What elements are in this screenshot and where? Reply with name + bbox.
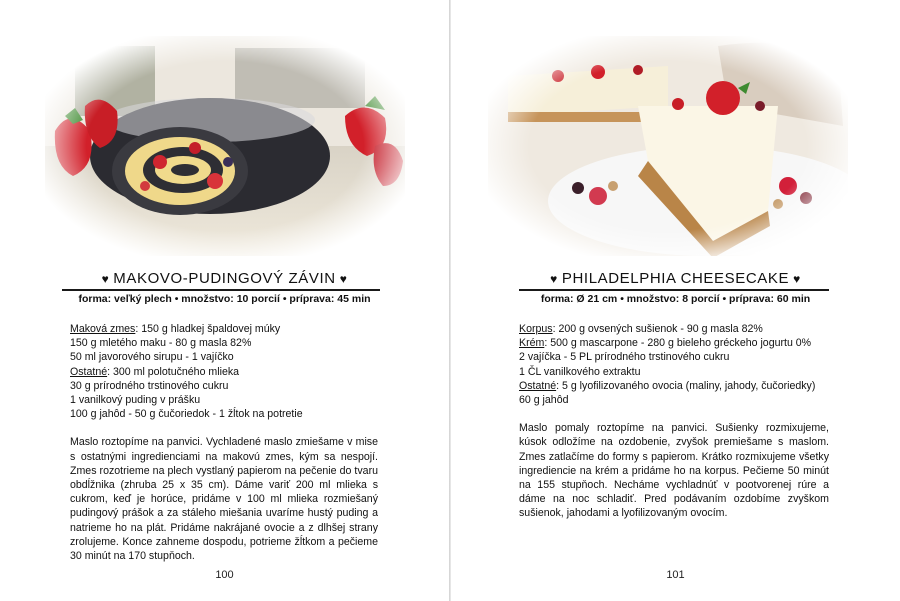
ingredient-line: Krém: 500 g mascarpone - 280 g bieleho gréckeho jogurtu 0%	[519, 337, 812, 350]
recipe-title-text: MAKOVO-PUDINGOVÝ ZÁVIN	[113, 270, 336, 287]
ingredient-line: Korpus: 200 g ovsených sušienok - 90 g masla 82%	[519, 323, 763, 335]
ingredients-list	[70, 322, 378, 421]
instructions: Maslo pomaly roztopíme na panvici. Sušienky rozmixujeme, kúsok odložíme na ozdobenie, zvyšok premiešame s maslom. Zmes zatlačíme do formy s papierom. Krátko rozmixujeme všetky ingrediencie na krém a pridáme ho na korpus. Pečieme 50 minút na 155 stupňoch. Necháme vychladnúť v pootvorenej rúre a dáme na noc schladiť. Pred podávaním ozdobíme zvyškom sušienok, jahodami a lyofilizovaným ovocím.	[519, 422, 829, 520]
ingredient-line: 60 g jahôd	[519, 394, 569, 407]
ingredient-line: Maková zmes: 150 g hladkej špaldovej múky	[70, 323, 281, 335]
instructions: Maslo roztopíme na panvici. Vychladené maslo zmiešame v mise s ostatnými ingredienciami na makovú zmes, kým sa nespojí. Zmes rozotrieme na plech vystlaný papierom na pečenie do tvaru obdĺžnika (zhruba 25 x 35 cm). Dáme variť 200 ml mlieka s cukrom, keď je horúce, pridáme v 100 ml mlieka rozmiešaný pudingový prášok a za stáleho miešania uvaríme hustý puding a natrieme ho na plát. Pridáme nakrájané ovocie a z dlhšej strany zrolujeme. Konce zahneme dospodu, potrieme žĺtkom a pečieme 30 minút na 170 stupňoch.	[70, 436, 378, 563]
title-divider	[519, 289, 829, 291]
recipe-meta: forma: veľký plech • množstvo: 10 porcií • príprava: 45 min	[78, 293, 371, 305]
recipe-body	[519, 322, 829, 521]
ingredient-line: Ostatné: 5 g lyofilizovaného ovocia (maliny, jahody, čučoriedky)	[519, 379, 816, 392]
recipe-meta: forma: Ø 21 cm • množstvo: 8 porcií • príprava: 60 min	[540, 293, 811, 305]
ingredient-line: 30 g prírodného trstinového cukru	[70, 379, 229, 392]
right-page	[451, 0, 900, 601]
page-number: 101	[666, 569, 685, 581]
title-divider	[62, 289, 380, 291]
recipe-title-text: PHILADELPHIA CHEESECAKE	[561, 270, 790, 287]
page-number: 100	[215, 569, 234, 581]
ingredient-line: Ostatné: 300 ml polotučného mlieka	[70, 365, 240, 378]
ingredients-list	[519, 322, 829, 407]
ingredient-line: 150 g mletého maku - 80 g masla 82%	[70, 337, 252, 350]
recipe-title	[451, 270, 900, 287]
left-page	[0, 0, 449, 601]
cheesecake-photo	[488, 36, 848, 256]
ingredient-line: 1 vanilkový puding v prášku	[70, 394, 201, 407]
heart-icon: ♥	[550, 272, 558, 286]
ingredient-line: 100 g jahôd - 50 g čučoriedok - 1 žĺtok na potretie	[70, 408, 303, 421]
heart-icon: ♥	[101, 272, 110, 286]
poppy-roll-photo	[45, 36, 405, 256]
heart-icon: ♥	[793, 272, 801, 286]
heart-icon: ♥	[339, 272, 348, 286]
ingredient-line: 1 ČL vanilkového extraktu	[519, 365, 641, 378]
ingredient-line: 50 ml javorového sirupu - 1 vajíčko	[70, 351, 234, 364]
recipe-title	[0, 270, 449, 287]
recipe-body	[70, 322, 378, 563]
ingredient-line: 2 vajíčka - 5 PL prírodného trstinového cukru	[519, 351, 730, 364]
